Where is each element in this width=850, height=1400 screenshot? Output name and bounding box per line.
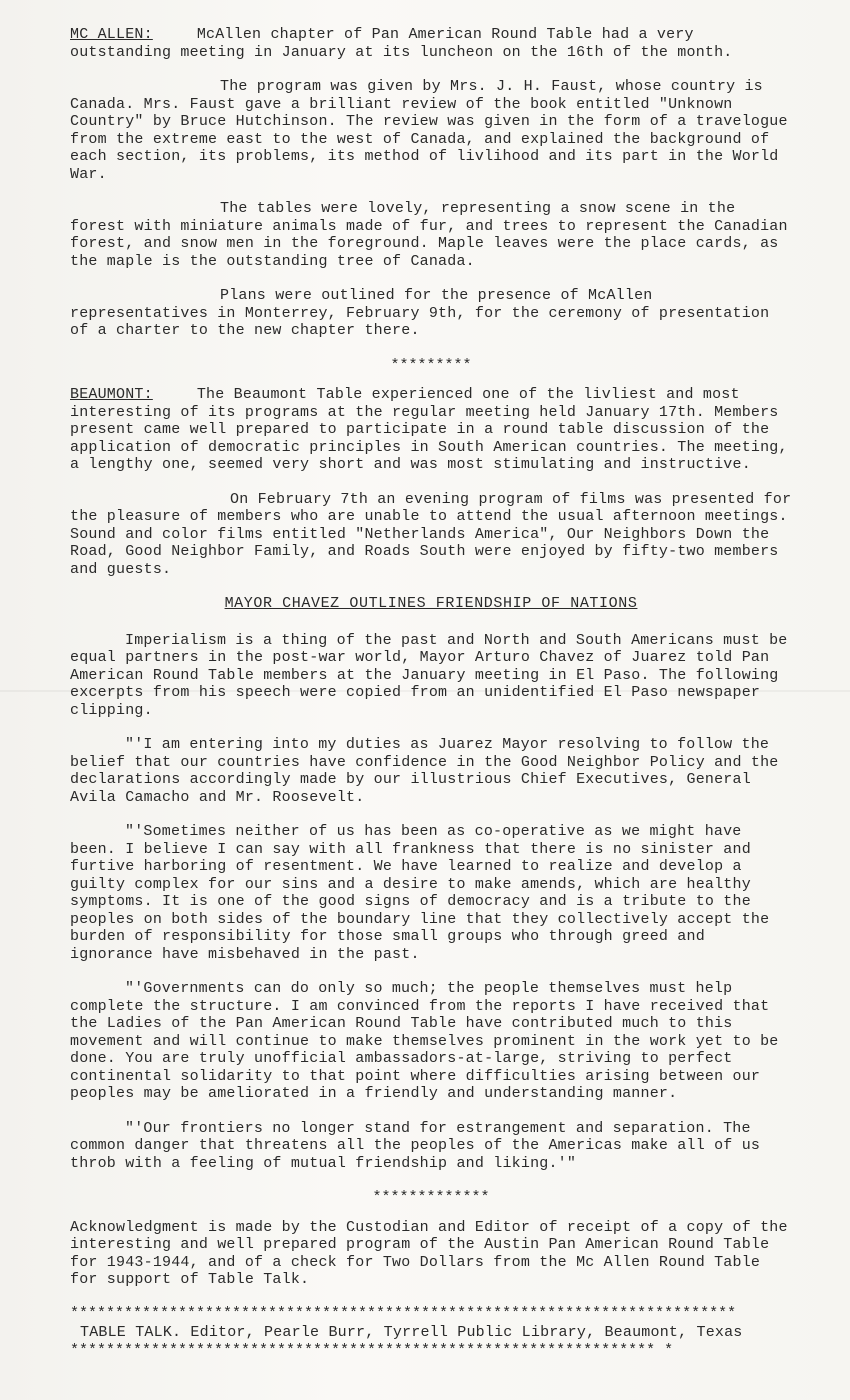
mcallen-section: [70, 26, 792, 340]
footer-rule-top: **************************************************************************: [70, 1305, 737, 1322]
chavez-quote-4: "'Our frontiers no longer stand for estrangement and separation. The common danger that threatens all the peoples of the Americas make all of us throb with a feeling of mutual friendship and liking.'": [70, 1119, 761, 1172]
mcallen-paragraph-3: The tables were lovely, representing a snow scene in the forest with miniature animals made of fur, and trees to represent the Canadian forest, and snow men in the foreground. Maple leaves were the place cards, as the maple is the outstanding tree of Canada.: [70, 200, 788, 270]
newsletter-body: [70, 26, 792, 1359]
beaumont-paragraph-1: [70, 386, 792, 474]
chavez-paragraph-1: Imperialism is a thing of the past and North and South Americans must be equal partners in the post-war world, Mayor Arturo Chavez of Juarez told Pan American Round Table members at the January meeting in El Paso. The following excerpts from his speech were copied from an unidentified El Paso newspaper clipping.: [70, 631, 788, 719]
chavez-article: [70, 595, 792, 1172]
mcallen-paragraph-1: [70, 26, 792, 61]
beaumont-text-1: The Beaumont Table experienced one of the livliest and most interesting of its programs at the regular meeting held January 17th. Members present came well prepared to participate in a round table discussion of the application of democratic principles in South American countries. The meeting, a lengthy one, seemed very short and was most stimulating and instructive.: [70, 386, 788, 473]
masthead-footer: [70, 1306, 792, 1360]
chavez-quote-1: "'I am entering into my duties as Juarez Mayor resolving to follow the belief that our countries have confidence in the Good Neighbor Policy and the declarations accordingly made by our illustrious Chief Executives, General Avila Camacho and Mr. Roosevelt.: [70, 736, 779, 806]
footer-rule-bottom: ***************************************************************** *: [70, 1343, 674, 1359]
article-heading: MAYOR CHAVEZ OUTLINES FRIENDSHIP OF NATIONS: [224, 595, 638, 612]
mcallen-paragraph-2: The program was given by Mrs. J. H. Faust, whose country is Canada. Mrs. Faust gave a brilliant review of the book entitled "Unknown Country" by Bruce Hutchinson. The review was given in the form of a travelogue from the extreme east to the west of Canada, and explained the background of each section, its problems, its method of livlihood and its part in the World War.: [70, 78, 788, 183]
footer-credit: TABLE TALK. Editor, Pearle Burr, Tyrrell Public Library, Beaumont, Texas: [80, 1323, 743, 1341]
chavez-quote-2: "'Sometimes neither of us has been as co-operative as we might have been. I believe I can say with all frankness that there is no sinister and furtive harboring of resentment. We have learned to realize and develop a guilty complex for our sins and a desire to make amends, which are healthy symptoms. It is one of the good signs of democracy and is a tribute to the peoples on both sides of the boundary line that they collectively accept the burden of responsibility for those small groups who through greed and ignorance have misbehaved in the past.: [70, 823, 770, 963]
mcallen-text-1: McAllen chapter of Pan American Round Table had a very outstanding meeting in January at its luncheon on the 16th of the month.: [70, 26, 733, 61]
beaumont-label: BEAUMONT:: [70, 386, 153, 403]
mcallen-paragraph-4: Plans were outlined for the presence of McAllen representatives in Monterrey, February 9th, for the ceremony of presentation of a charter to the new chapter there.: [70, 287, 770, 339]
beaumont-section: [70, 386, 792, 578]
chavez-quote-3: "'Governments can do only so much; the people themselves must help complete the structure. I am convinced from the reports I have received that the Ladies of the Pan American Round Table have contributed much to this movement and will continue to make themselves prominent in the work yet to be done. You are truly unofficial ambassadors-at-large, striving to perfect continental solidarity to that point where difficulties arising between our peoples may be ameliorated in a friendly and understanding manner.: [70, 980, 779, 1102]
acknowledgment-paragraph: Acknowledgment is made by the Custodian and Editor of receipt of a copy of the interesting and well prepared program of the Austin Pan American Round Table for 1943-1944, and of a check for Two Dollars from the Mc Allen Round Table for support of Table Talk.: [70, 1218, 788, 1288]
beaumont-paragraph-2: On February 7th an evening program of films was presented for the pleasure of members who are unable to attend the usual afternoon meetings. Sound and color films entitled "Netherlands America", Our Neighbors Down the Road, Good Neighbor Family, and Roads South were enjoyed by fifty-two members and guests.: [70, 490, 792, 578]
section-divider-2: *************: [372, 1189, 490, 1206]
mcallen-label: MC ALLEN:: [70, 26, 153, 43]
section-divider-1: *********: [390, 356, 472, 374]
